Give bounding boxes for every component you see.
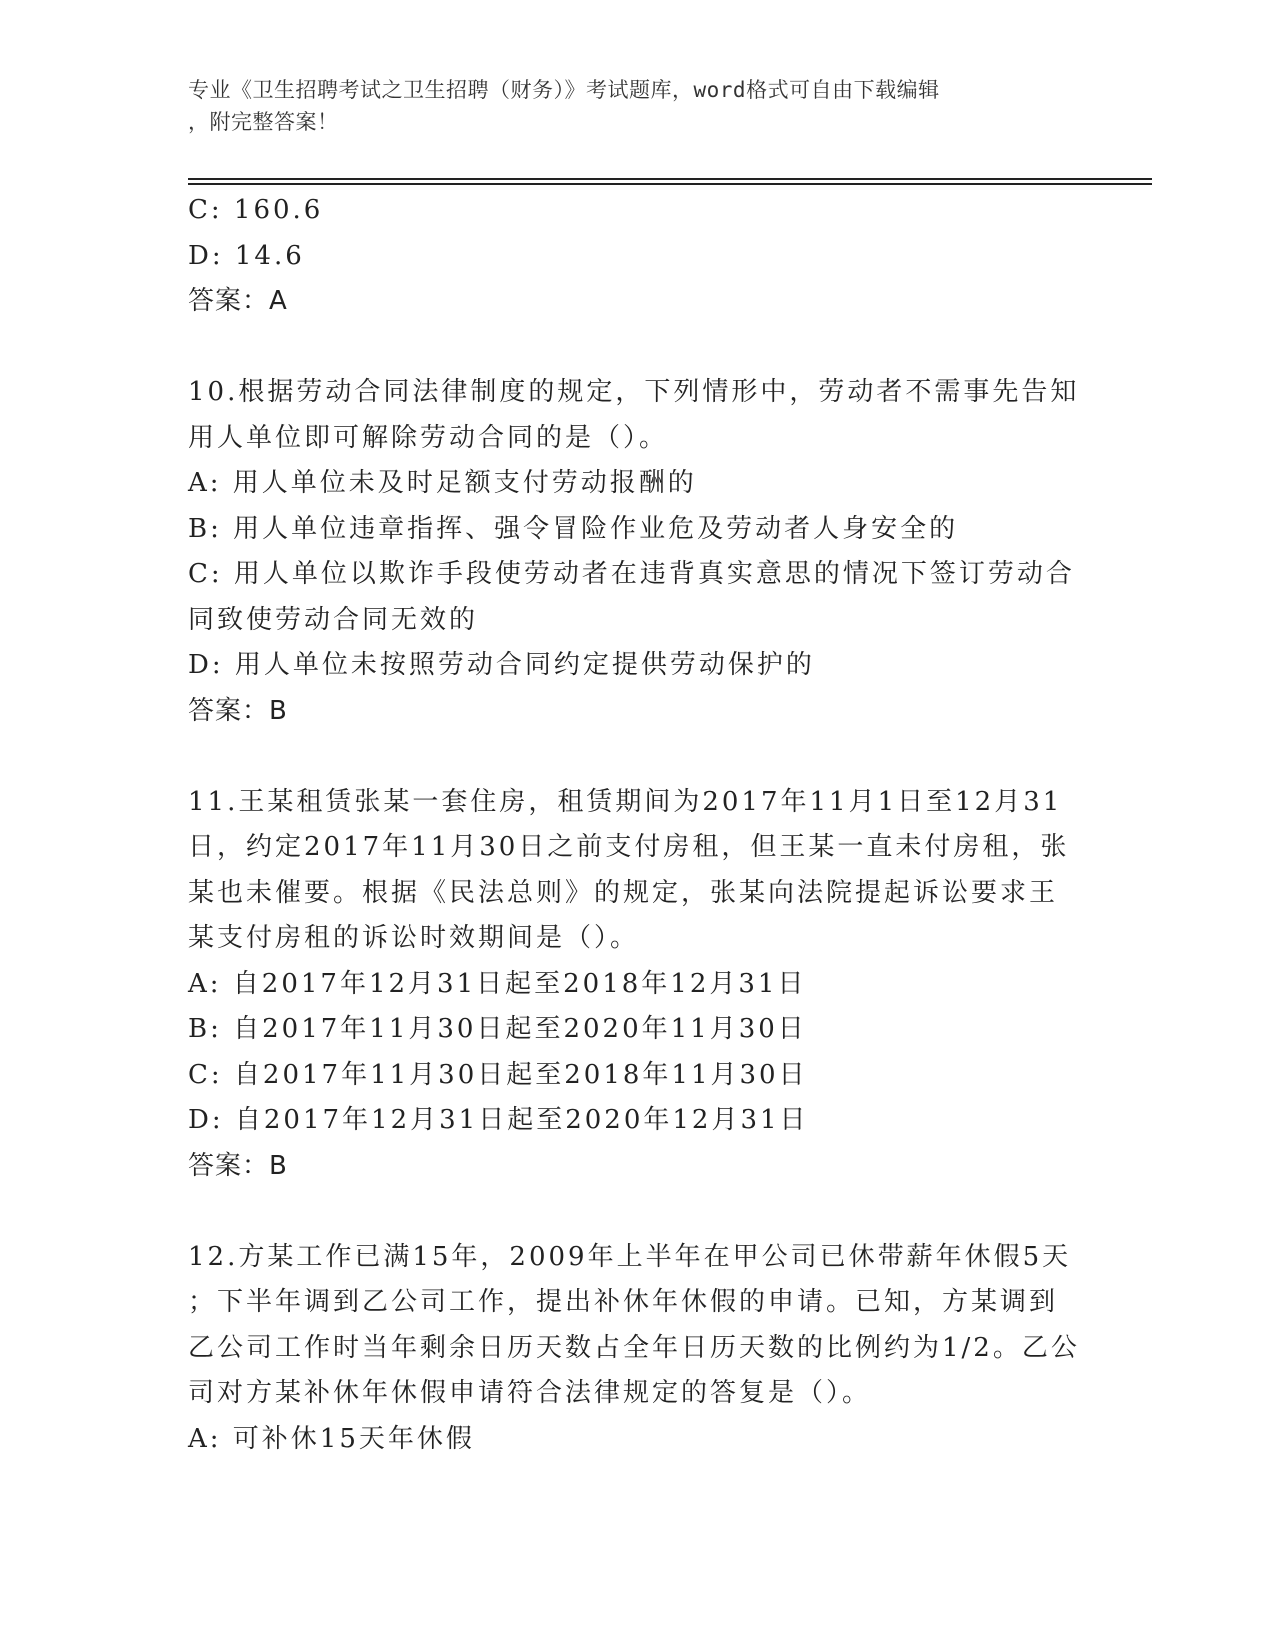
q12-stem-line-3: 乙公司工作时当年剩余日历天数占全年日历天数的比例约为1/2。乙公 — [188, 1332, 1080, 1363]
q12-stem-line-4: 司对方某补休年休假申请符合法律规定的答复是（）。 — [188, 1378, 872, 1408]
q11-option-d: D: 自2017年12月31日起至2020年12月31日 — [188, 1105, 809, 1135]
header-line-2: ，附完整答案！ — [188, 110, 339, 134]
q9-answer: 答案：A — [188, 286, 288, 316]
header-divider-bottom — [188, 183, 1152, 185]
question-content — [188, 188, 1088, 1462]
q10-stem-line-2: 用人单位即可解除劳动合同的是（）。 — [188, 422, 669, 453]
q11-stem-line-2: 日，约定2017年11月30日之前支付房租，但王某一直未付房租，张 — [188, 832, 1070, 862]
q11-option-a: A: 自2017年12月31日起至2018年12月31日 — [188, 968, 807, 999]
q10-stem-line-1: 10.根据劳动合同法律制度的规定，下列情形中，劳动者不需事先告知 — [188, 377, 1080, 407]
spacer — [188, 734, 1088, 780]
q9-option-c: C: 160.6 — [188, 195, 324, 225]
q10-option-c-line-2: 同致使劳动合同无效的 — [188, 604, 479, 635]
q11-stem-line-1: 11.王某租赁张某一套住房，租赁期间为2017年11月1日至12月31 — [188, 786, 1063, 817]
q12-stem-line-1: 12.方某工作已满15年，2009年上半年在甲公司已休带薪年休假5天 — [188, 1241, 1072, 1272]
q12-option-a: A: 可补休15天年休假 — [188, 1423, 475, 1454]
q10-option-c-line-1: C: 用人单位以欺诈手段使劳动者在违背真实意思的情况下签订劳动合 — [188, 559, 1075, 589]
q10-option-d: D: 用人单位未按照劳动合同约定提供劳动保护的 — [188, 650, 815, 680]
q11-stem-line-4: 某支付房租的诉讼时效期间是（）。 — [188, 923, 640, 953]
header-divider-top — [188, 178, 1152, 180]
q11-answer: 答案：B — [188, 1150, 288, 1181]
question-11 — [188, 780, 1088, 1190]
question-10 — [188, 370, 1088, 734]
document-header — [188, 74, 1088, 138]
q10-option-b: B: 用人单位违章指挥、强令冒险作业危及劳动者人身安全的 — [188, 513, 959, 544]
q11-stem-line-3: 某也未催要。根据《民法总则》的规定，张某向法院提起诉讼要求王 — [188, 877, 1059, 908]
question-12 — [188, 1235, 1088, 1463]
q11-option-b: B: 自2017年11月30日起至2020年11月30日 — [188, 1014, 807, 1044]
q10-option-a: A: 用人单位未及时足额支付劳动报酬的 — [188, 468, 697, 498]
q12-stem-line-2: ；下半年调到乙公司工作，提出补休年休假的申请。已知，方某调到 — [188, 1287, 1059, 1317]
spacer — [188, 1189, 1088, 1235]
q11-option-c: C: 自2017年11月30日起至2018年11月30日 — [188, 1059, 808, 1090]
q9-option-d: D: 14.6 — [188, 240, 305, 271]
question-9-tail — [188, 188, 1088, 325]
header-line-1: 专业《卫生招聘考试之卫生招聘（财务）》考试题库，word格式可自由下载编辑 — [188, 78, 940, 102]
q10-answer: 答案：B — [188, 695, 288, 726]
spacer — [188, 325, 1088, 371]
